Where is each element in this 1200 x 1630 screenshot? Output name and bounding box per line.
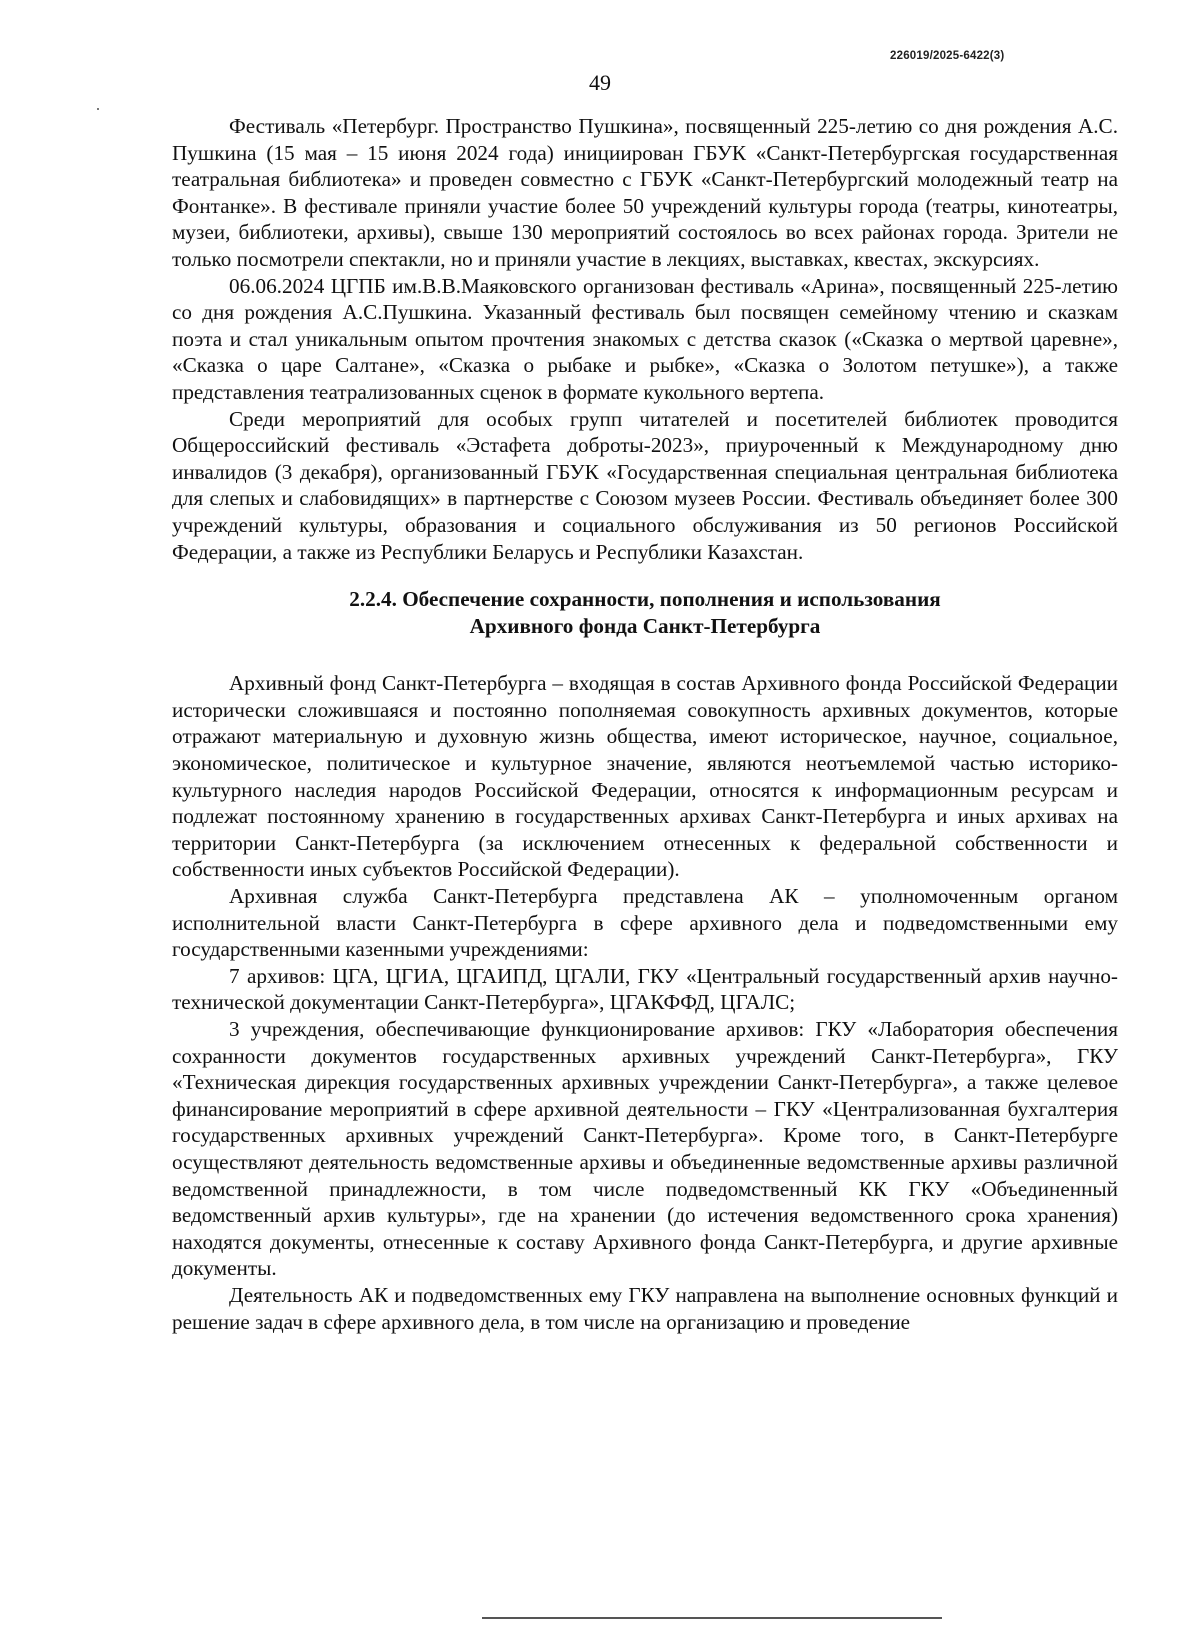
section-heading-line-1: 2.2.4. Обеспечение сохранности, пополнения и использования	[349, 587, 941, 612]
page-number: 49	[589, 70, 611, 95]
scan-speck	[97, 108, 99, 110]
paragraph-archive-service: Архивная служба Санкт-Петербурга представлена АК – уполномоченным органом исполнительной власти Санкт-Петербурга в сфере архивного дела и подведомственными ему государственными казенными учреждениями:	[172, 884, 1118, 962]
document-body	[172, 113, 1118, 1335]
document-registration-number: 226019/2025-6422(3)	[890, 50, 1005, 62]
paragraph-arina-festival: 06.06.2024 ЦГПБ им.В.В.Маяковского организован фестиваль «Арина», посвященный 225-летию со дня рождения А.С.Пушкина. Указанный фестиваль был посвящен семейному чтению и сказкам поэта и стал уникальным опытом прочтения знакомых с детства сказок («Сказка о мертвой царевне», «Сказка о царе Салтане», «Сказка о рыбаке и рыбке», «Сказка о Золотом петушке»), а также представления театрализованных сценок в формате кукольного вертепа.	[172, 273, 1118, 404]
section-heading	[172, 586, 1118, 639]
paragraph-activities: Деятельность АК и подведомственных ему ГКУ направлена на выполнение основных функций и решение задач в сфере архивного дела, в том числе на организацию и проведение	[172, 1282, 1118, 1334]
paragraph-archive-fund-definition: Архивный фонд Санкт-Петербурга – входящая в состав Архивного фонда Российской Федерации исторически сложившаяся и постоянно пополняемая совокупность архивных документов, которые отражают материальную и духовную жизнь общества, имеют историческое, научное, социальное, экономическое, политическое и культурное значение, являются неотъемлемой частью историко-культурного наследия народов Российской Федерации, относятся к информационным ресурсам и подлежат постоянному хранению в государственных архивах Санкт-Петербурга и иных архивах на территории Санкт-Петербурга (за исключением отнесенных к федеральной собственности и собственности иных субъектов Российской Федерации).	[172, 671, 1118, 882]
bottom-divider	[482, 1617, 942, 1619]
section-heading-line-2: Архивного фонда Санкт-Петербурга	[469, 613, 821, 638]
paragraph-kindness-relay: Среди мероприятий для особых групп читателей и посетителей библиотек проводится Общероссийский фестиваль «Эстафета доброты-2023», приуроченный к Международному дню инвалидов (3 декабря), организованный ГБУК «Государственная специальная центральная библиотека для слепых и слабовидящих» в партнерстве с Союзом музеев России. Фестиваль объединяет более 300 учреждений культуры, образования и социального обслуживания из 50 регионов Российской Федерации, а также из Республики Беларусь и Республики Казахстан.	[172, 406, 1118, 564]
list-item-archives: 7 архивов: ЦГА, ЦГИА, ЦГАИПД, ЦГАЛИ, ГКУ «Центральный государственный архив научно-технической документации Санкт-Петербурга», ЦГАКФФД, ЦГАЛС;	[172, 963, 1118, 1015]
list-item-institutions: 3 учреждения, обеспечивающие функционирование архивов: ГКУ «Лаборатория обеспечения сохранности документов государственных архивных учреждений Санкт-Петербурга», ГКУ «Техническая дирекция государственных архивных учреждении Санкт-Петербурга», а также целевое финансирование мероприятий в сфере архивной деятельности – ГКУ «Централизованная бухгалтерия государственных архивных учреждений Санкт-Петербурга». Кроме того, в Санкт-Петербурге осуществляют деятельность ведомственные архивы и объединенные ведомственные архивы различной ведомственной принадлежности, в том числе подведомственный КК ГКУ «Объединенный ведомственный архив культуры», где на хранении (до истечения ведомственного срока хранения) находятся документы, отнесенные к составу Архивного фонда Санкт-Петербурга, и другие архивные документы.	[172, 1017, 1118, 1281]
paragraph-pushkin-festival: Фестиваль «Петербург. Пространство Пушкина», посвященный 225-летию со дня рождения А.С. Пушкина (15 мая – 15 июня 2024 года) инициирован ГБУК «Санкт-Петербургская государственная театральная библиотека» и проведен совместно с ГБУК «Санкт-Петербургский молодежный театр на Фонтанке». В фестивале приняли участие более 50 учреждений культуры города (театры, кинотеатры, музеи, библиотеки, архивы), свыше 130 мероприятий состоялось во всех районах города. Зрители не только посмотрели спектакли, но и приняли участие в лекциях, выставках, квестах, экскурсиях.	[172, 114, 1118, 271]
